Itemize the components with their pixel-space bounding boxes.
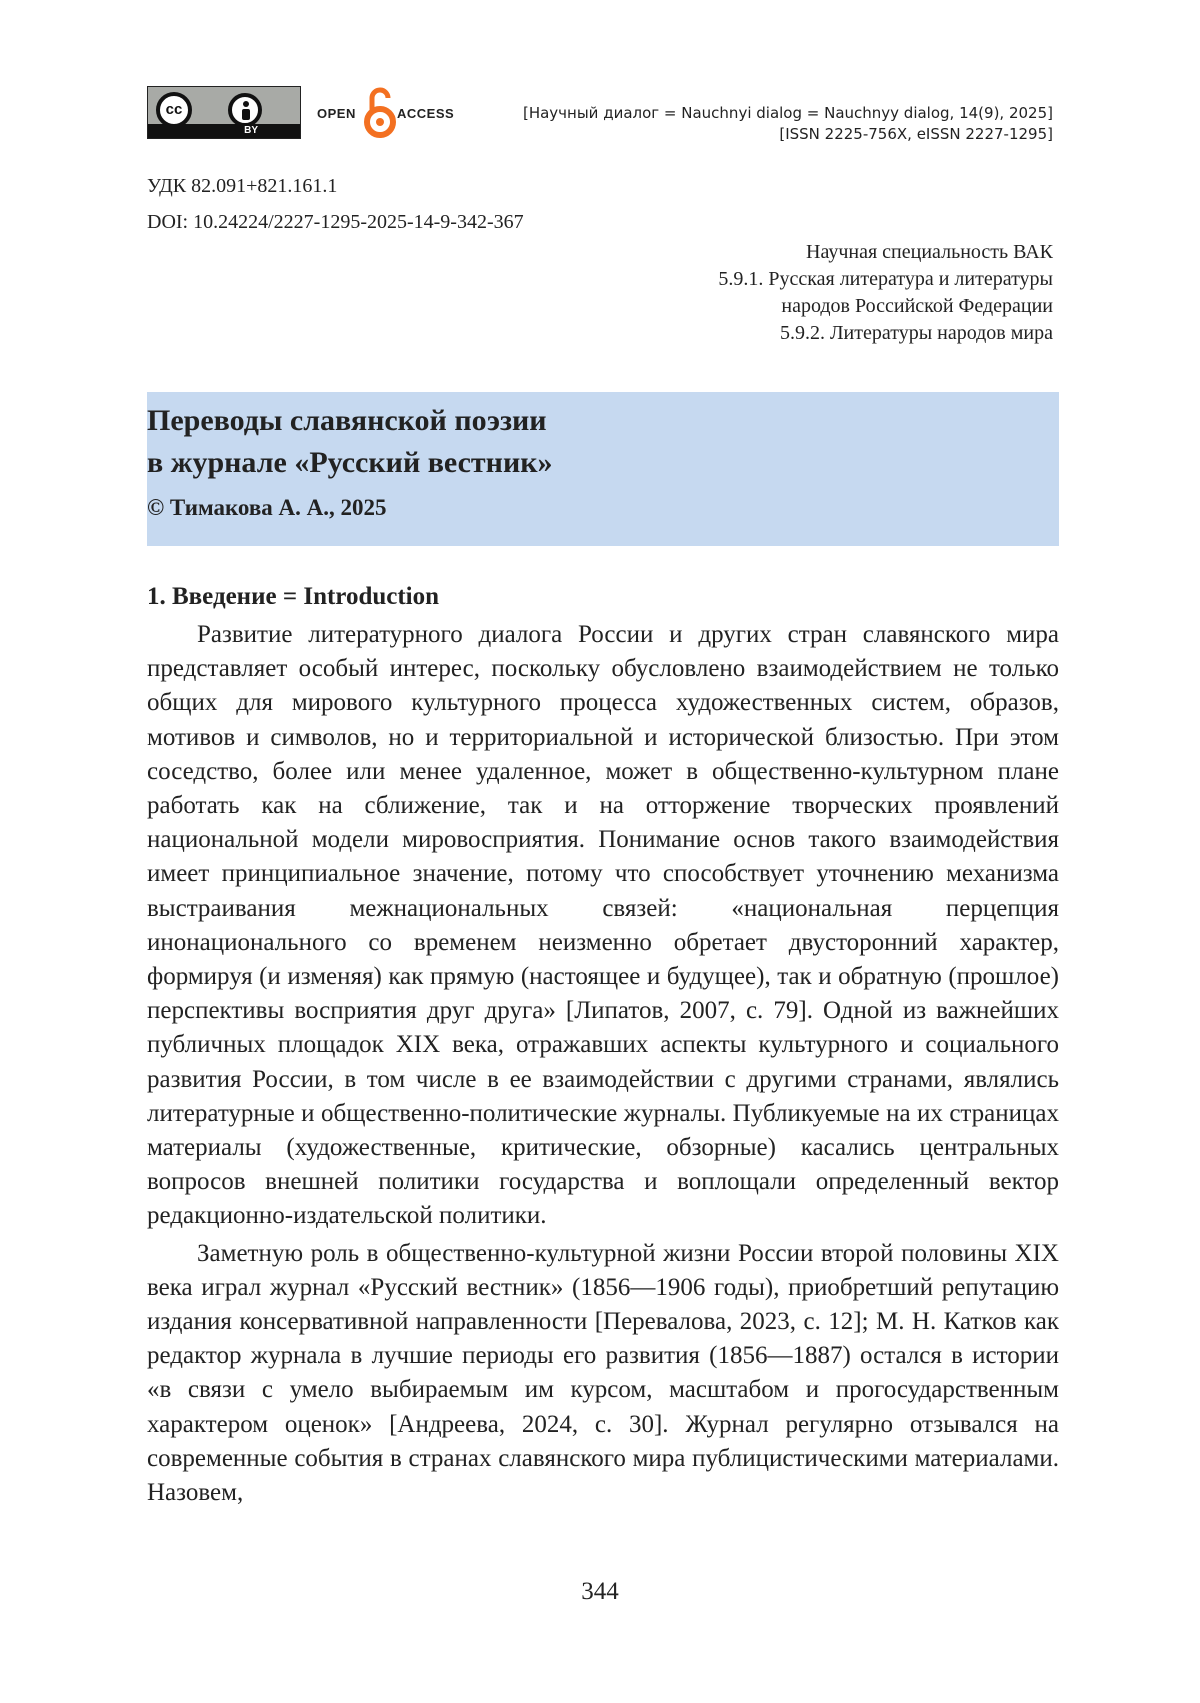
specialty-line: 5.9.2. Литературы народов мира xyxy=(779,322,1053,344)
open-access-lock-icon xyxy=(363,86,397,138)
open-access-right-text: ACCESS xyxy=(397,106,455,121)
journal-issn: [ISSN 2225-756X, eISSN 2227-1295] xyxy=(779,125,1053,143)
doi[interactable]: DOI: 10.24224/2227-1295-2025-14-9-342-367 xyxy=(147,211,524,233)
specialty-line: 5.9.1. Русская литература и литературы xyxy=(718,268,1053,290)
open-access-logo xyxy=(317,86,457,138)
by-label: BY xyxy=(244,125,258,136)
specialty-line: народов Российской Федерации xyxy=(781,295,1053,317)
title-line: в журнале «Русский вестник» xyxy=(147,446,553,479)
attribution-person-icon xyxy=(228,93,262,127)
section-heading: 1. Введение = Introduction xyxy=(147,583,440,610)
page-number: 344 xyxy=(581,1578,619,1605)
journal-citation: [Научный диалог = Nauchnyi dialog = Nauchnyy dialog, 14(9), 2025] xyxy=(522,104,1053,122)
article-title xyxy=(147,400,553,484)
paragraph: Развитие литературного диалога России и других стран славянского мира представляет особый интерес, поскольку обусловлено взаимодействием не только общих для мирового культурного процесса художественных систем, образов, мотивов и символов, но и территориальной и исторической близостью. При этом соседство, более или менее удаленное, может в общественно-культурном плане работать как на сближение, так и на отторжение творческих проявлений национальной модели мировосприятия. Понимание основ такого взаимодействия имеет принципиальное значение, потому что способствует уточнению механизма выстраивания межнациональных связей: «национальная перцепция инонационального со временем неизменно обретает двусторонний характер, формируя (и изменяя) как прямую (настоящее и будущее), так и обратную (прошлое) перспективы восприятия друг друга» [Липатов, 2007, с. 79]. Одной из важнейших публичных площадок XIX века, отражавших аспекты культурного и социального развития России, в том числе в ее взаимодействии с другими странами, являлись литературные и общественно-политические журналы. Публикуемые на их страницах материалы (художественные, критические, обзорные) касались центральных вопросов внешней политики государства и воплощали определенный вектор редакционно-издательской политики. xyxy=(147,621,1059,1230)
creative-commons-icon: cc xyxy=(156,92,192,128)
article-body xyxy=(147,618,1059,1510)
open-access-left-text: OPEN xyxy=(317,106,356,121)
specialty-line: Научная специальность ВАК xyxy=(806,241,1053,263)
title-box xyxy=(147,392,1059,546)
author-copyright: © Тимакова А. А., 2025 xyxy=(147,495,387,520)
paragraph: Заметную роль в общественно-культурной жизни России второй половины XIX века играл журнал «Русский вестник» (1856—1906 годы), приобретший репутацию издания консервативной направленности [Перевалова, 2023, с. 12]; М. Н. Катков как редактор журнала в лучшие периоды его развития (1856—1887) остался в истории «в связи с умело выбираемым им курсом, масштабом и прогосударственным характером оценок» [Андреева, 2024, с. 30]. Журнал регулярно отзывался на современные события в странах славянского мира публицистическими материалами. Назовем, xyxy=(147,1239,1059,1507)
specialty-block xyxy=(718,239,1053,347)
cc-by-license-badge[interactable] xyxy=(147,86,301,139)
title-line: Переводы славянской поэзии xyxy=(147,404,547,437)
journal-reference xyxy=(523,103,1053,145)
udk-code: УДК 82.091+821.161.1 xyxy=(147,175,338,197)
